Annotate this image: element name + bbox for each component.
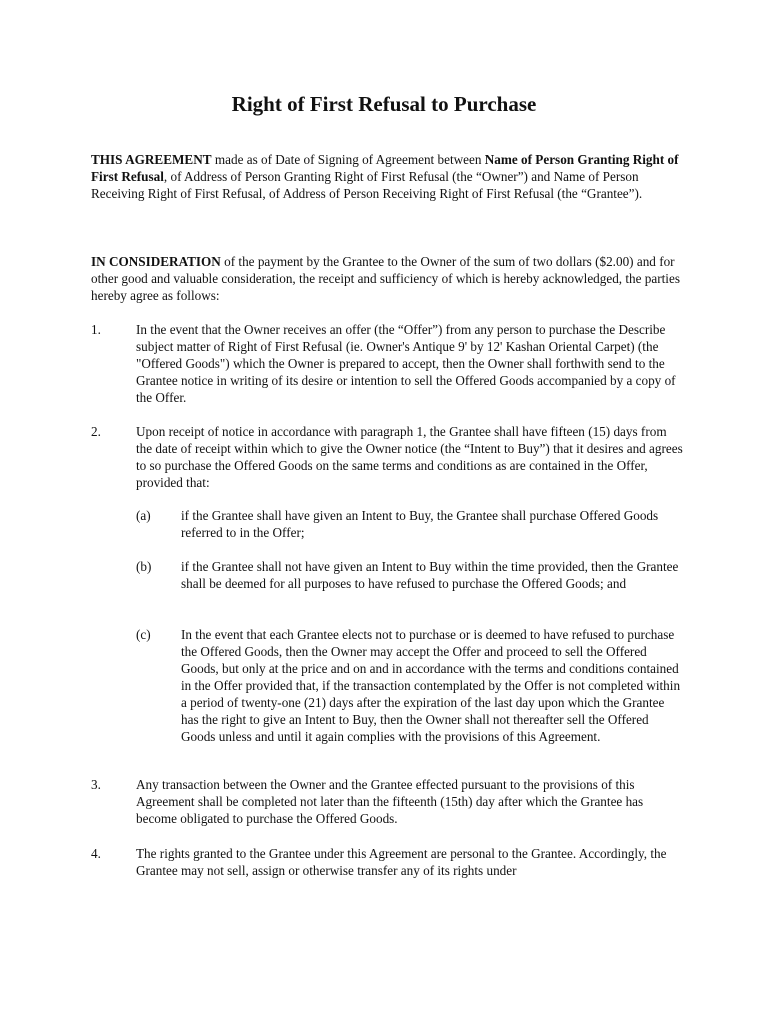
subclause-label: (b)	[136, 559, 152, 574]
clause-text: Upon receipt of notice in accordance with paragraph 1, the Grantee shall have fifteen (15) days from the date of receipt within which to give the Owner notice (the “Intent to Buy”) that it desires and agrees to so purchase the Offered Goods on the same terms and conditions as are contained in the Offer, provided that:	[136, 424, 683, 490]
subclause-label: (c)	[136, 627, 151, 642]
intro-grantor-name: Name of Person Granting Right of First Refusal	[91, 152, 679, 184]
consideration-lead: IN CONSIDERATION	[91, 254, 221, 269]
clause-text: Any transaction between the Owner and the Grantee effected pursuant to the provisions of this Agreement shall be completed not later than the fifteenth (15th) day after which the Grantee has become obligated to purchase the Offered Goods.	[136, 777, 644, 826]
consideration-paragraph	[91, 253, 683, 304]
clause-number: 2.	[91, 424, 101, 439]
clause-number: 4.	[91, 846, 101, 861]
consideration-text: of the payment by the Grantee to the Owner of the sum of two dollars ($2.00) and for other good and valuable consideration, the receipt and sufficiency of which is hereby acknowledged, the parties hereby agree as follows:	[91, 254, 680, 303]
intro-paragraph	[91, 151, 683, 202]
intro-lead: THIS AGREEMENT	[91, 152, 212, 167]
subclause-text: In the event that each Grantee elects not to purchase or is deemed to have refused to purchase the Offered Goods, then the Owner may accept the Offer and proceed to sell the Offered Goods, but only at the price and on and in accordance with the terms and conditions contained in the Offer provided that, if the transaction contemplated by the Offer is not completed within a period of twenty-one (21) days after the expiration of the last day upon which the Grantee has the right to give an Intent to Buy, then the Owner shall not thereafter sell the Offered Goods unless and until it again complies with the provisions of this Agreement.	[181, 627, 681, 744]
subclause-text: if the Grantee shall have given an Intent to Buy, the Grantee shall purchase Offered Goods referred to in the Offer;	[181, 508, 659, 540]
intro-text-1: made as of Date of Signing of Agreement between	[211, 152, 485, 167]
subclause-text: if the Grantee shall not have given an Intent to Buy within the time provided, then the Grantee shall be deemed for all purposes to have refused to purchase the Offered Goods; and	[181, 559, 679, 591]
clause-number: 1.	[91, 322, 101, 337]
clause-text: The rights granted to the Grantee under this Agreement are personal to the Grantee. Accordingly, the Grantee may not sell, assign or otherwise transfer any of its rights under	[136, 846, 667, 878]
document-title: Right of First Refusal to Purchase	[231, 92, 537, 116]
subclause-label: (a)	[136, 508, 151, 523]
clause-text: In the event that the Owner receives an offer (the “Offer”) from any person to purchase the Describe subject matter of Right of First Refusal (ie. Owner's Antique 9' by 12' Kashan Oriental Carpet) (the "Offered Goods") which the Owner is prepared to accept, then the Owner shall forthwith send to the Grantee notice in writing of its desire or intention to sell the Offered Goods accompanied by a copy of the Offer.	[136, 322, 676, 405]
intro-text-2: , of Address of Person Granting Right of First Refusal (the “Owner”) and Name of Person Receiving Right of First Refusal, of Address of Person Receiving Right of First Refusal (the “Grantee”).	[91, 169, 643, 201]
clause-number: 3.	[91, 777, 101, 792]
